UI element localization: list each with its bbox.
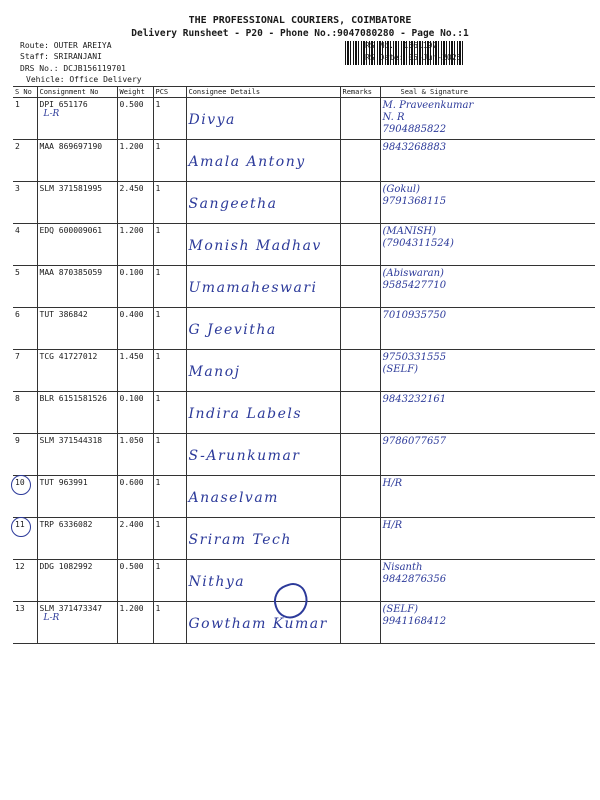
seal-line-3: 9843268883: [382, 142, 447, 153]
cell-sno: [13, 308, 37, 350]
cell-seal: [380, 476, 595, 518]
table-row: [13, 350, 595, 392]
cell-remarks: [340, 602, 380, 644]
consignment-text: SLM 371473347: [39, 604, 103, 613]
cell-pcs: 1: [153, 602, 186, 644]
cell-sno: [13, 476, 37, 518]
cell-pcs: 1: [153, 140, 186, 182]
circle-mark: [11, 475, 31, 495]
consignment-text: TRP 6336082: [39, 520, 93, 529]
consignment-text: SLM 371581995: [39, 184, 103, 193]
sno-text: 11: [15, 520, 25, 529]
cell-consignee: [186, 308, 340, 350]
consignee-name: S-Arunkumar: [188, 448, 301, 464]
cell-remarks: [340, 182, 380, 224]
cell-sno: [13, 266, 37, 308]
cell-seal: [380, 350, 595, 392]
cell-remarks: [340, 560, 380, 602]
seal-line-1: H/R: [382, 478, 403, 489]
sno-text: 9: [15, 436, 20, 445]
cell-seal: [380, 434, 595, 476]
cell-seal: [380, 98, 595, 140]
cell-weight: 0.500: [117, 560, 153, 602]
consignee-name: Sriram Tech: [188, 532, 292, 548]
cell-pcs: 1: [153, 392, 186, 434]
seal-line-2: (SELF): [382, 364, 419, 375]
seal-line-1: Nisanth: [382, 562, 423, 573]
consignee-name: Gowtham Kumar: [188, 616, 328, 632]
cell-pcs: 1: [153, 476, 186, 518]
cell-weight: 0.500: [117, 98, 153, 140]
table-row: [13, 434, 595, 476]
seal-line-1: 9750331555: [382, 352, 447, 363]
seal-line-2: N. R: [382, 112, 405, 123]
sno-text: 13: [15, 604, 25, 613]
cell-seal: [380, 602, 595, 644]
cell-remarks: [340, 308, 380, 350]
cell-consignment: [37, 476, 117, 518]
cell-consignment: [37, 392, 117, 434]
consignment-text: TCG 41727012: [39, 352, 98, 361]
cell-consignment: [37, 350, 117, 392]
cell-consignee: [186, 98, 340, 140]
circle-mark: [11, 517, 31, 537]
sno-text: 3: [15, 184, 20, 193]
cell-sno: [13, 560, 37, 602]
cell-consignment: [37, 518, 117, 560]
col-weight: Weight: [117, 87, 153, 98]
consignee-name: Umamaheswari: [188, 280, 318, 296]
seal-line-1: (MANISH): [382, 226, 437, 237]
cell-sno: [13, 392, 37, 434]
cell-pcs: 1: [153, 98, 186, 140]
cell-consignment: [37, 98, 117, 140]
cell-remarks: [340, 476, 380, 518]
cell-seal: [380, 140, 595, 182]
sno-text: 10: [15, 478, 25, 487]
table-row: [13, 518, 595, 560]
rs-date: RS Date: 05-Jun-2025: [365, 53, 462, 62]
cell-pcs: 1: [153, 308, 186, 350]
cell-sno: [13, 434, 37, 476]
cell-weight: 1.450: [117, 350, 153, 392]
drs-number: DRS No.: DCJB156119701: [20, 64, 126, 73]
cell-seal: [380, 392, 595, 434]
table-row: [13, 308, 595, 350]
table-row: [13, 140, 595, 182]
consignee-name: Indira Labels: [188, 406, 303, 422]
seal-line-2: (7904311524): [382, 238, 454, 249]
consignee-name: Monish Madhav: [188, 238, 322, 254]
col-pcs: PCS: [153, 87, 186, 98]
runsheet-table: [13, 86, 595, 644]
cell-weight: 0.600: [117, 476, 153, 518]
sno-text: 7: [15, 352, 20, 361]
consignment-text: SLM 371544318: [39, 436, 103, 445]
seal-line-2: 9941168412: [382, 616, 447, 627]
consignment-text: EDQ 600009061: [39, 226, 103, 235]
staff-text: Staff: SRIRANJANI: [20, 52, 102, 61]
cell-pcs: 1: [153, 518, 186, 560]
cell-seal: [380, 518, 595, 560]
cell-consignee: [186, 182, 340, 224]
handwritten-mark: L-R: [43, 613, 60, 623]
cell-remarks: [340, 266, 380, 308]
table-row: [13, 476, 595, 518]
consignee-name: Amala Antony: [188, 154, 306, 170]
cell-pcs: 1: [153, 266, 186, 308]
cell-weight: 0.400: [117, 308, 153, 350]
sno-text: 5: [15, 268, 20, 277]
col-consignee: Consignee Details: [186, 87, 340, 98]
cell-consignee: [186, 560, 340, 602]
table-row: [13, 392, 595, 434]
cell-seal: [380, 224, 595, 266]
table-row: [13, 266, 595, 308]
cell-weight: 0.100: [117, 392, 153, 434]
consignment-text: BLR 6151581526: [39, 394, 107, 403]
cell-consignee: [186, 518, 340, 560]
cell-sno: [13, 224, 37, 266]
rs-number: RS No.: 1561197: [365, 41, 438, 50]
col-sno: S No: [13, 87, 37, 98]
consignee-name: Manoj: [188, 364, 241, 380]
cell-consignment: [37, 560, 117, 602]
consignment-text: TUT 386842: [39, 310, 88, 319]
col-seal: Seal & Signature: [380, 87, 595, 98]
cell-consignment: [37, 602, 117, 644]
seal-line-3: 9791368115: [382, 196, 447, 207]
cell-consignee: [186, 266, 340, 308]
cell-pcs: 1: [153, 350, 186, 392]
seal-line-1: (Gokul): [382, 184, 421, 195]
cell-pcs: 1: [153, 560, 186, 602]
cell-consignment: [37, 434, 117, 476]
table-row: [13, 224, 595, 266]
consignee-name: Anaselvam: [188, 490, 279, 506]
cell-sno: [13, 182, 37, 224]
cell-sno: [13, 350, 37, 392]
cell-sno: [13, 98, 37, 140]
sno-text: 6: [15, 310, 20, 319]
cell-sno: [13, 602, 37, 644]
cell-remarks: [340, 392, 380, 434]
cell-consignment: [37, 224, 117, 266]
cell-remarks: [340, 518, 380, 560]
consignee-name: Divya: [188, 112, 236, 128]
seal-line-1: H/R: [382, 520, 403, 531]
vehicle-text: Vehicle: Office Delivery: [26, 75, 142, 84]
cell-weight: 0.100: [117, 266, 153, 308]
cell-sno: [13, 518, 37, 560]
consignee-name: G Jeevitha: [188, 322, 277, 338]
table-row: [13, 98, 595, 140]
cell-consignment: [37, 266, 117, 308]
seal-line-2: 9842876356: [382, 574, 447, 585]
cell-consignee: [186, 350, 340, 392]
cell-pcs: 1: [153, 182, 186, 224]
cell-consignee: [186, 140, 340, 182]
seal-line-1: 9843232161: [382, 394, 447, 405]
cell-pcs: 1: [153, 434, 186, 476]
consignment-text: DDG 1082992: [39, 562, 93, 571]
seal-line-3: 7904885822: [382, 124, 447, 135]
cell-remarks: [340, 350, 380, 392]
col-remarks: Remarks: [340, 87, 380, 98]
cell-remarks: [340, 140, 380, 182]
sno-text: 12: [15, 562, 25, 571]
cell-seal: [380, 560, 595, 602]
sno-text: 1: [15, 100, 20, 109]
cell-sno: [13, 140, 37, 182]
cell-consignee: [186, 392, 340, 434]
cell-consignee: [186, 602, 340, 644]
seal-line-2: 7010935750: [382, 310, 447, 321]
col-consignment: Consignment No: [37, 87, 117, 98]
consignment-text: MAA 869697190: [39, 142, 103, 151]
cell-consignee: [186, 434, 340, 476]
sno-text: 4: [15, 226, 20, 235]
sno-text: 2: [15, 142, 20, 151]
company-title: THE PROFESSIONAL COURIERS, COIMBATORE: [188, 15, 412, 26]
cell-remarks: [340, 434, 380, 476]
seal-line-2: 9585427710: [382, 280, 447, 291]
seal-line-1: (SELF): [382, 604, 419, 615]
consignment-text: MAA 870385059: [39, 268, 103, 277]
handwritten-mark: L-R: [43, 109, 60, 119]
cell-weight: 2.450: [117, 182, 153, 224]
cell-seal: [380, 266, 595, 308]
sno-text: 8: [15, 394, 20, 403]
consignee-name: Nithya: [188, 574, 246, 590]
consignment-text: TUT 963991: [39, 478, 88, 487]
seal-line-2: 9786077657: [382, 436, 447, 447]
cell-weight: 1.200: [117, 140, 153, 182]
route-text: Route: OUTER AREIYA: [20, 41, 112, 50]
consignment-text: DPI 651176: [39, 100, 88, 109]
cell-consignment: [37, 182, 117, 224]
cell-consignee: [186, 476, 340, 518]
cell-remarks: [340, 224, 380, 266]
consignee-name: Sangeetha: [188, 196, 278, 212]
cell-weight: 1.200: [117, 224, 153, 266]
cell-weight: 2.400: [117, 518, 153, 560]
cell-pcs: 1: [153, 224, 186, 266]
cell-remarks: [340, 98, 380, 140]
table-header-row: [13, 87, 595, 98]
cell-seal: [380, 308, 595, 350]
cell-consignee: [186, 224, 340, 266]
seal-line-1: M. Praveenkumar: [382, 100, 474, 111]
table-row: [13, 182, 595, 224]
cell-weight: 1.050: [117, 434, 153, 476]
cell-seal: [380, 182, 595, 224]
cell-consignment: [37, 308, 117, 350]
cell-weight: 1.200: [117, 602, 153, 644]
runsheet-subtitle: Delivery Runsheet - P20 - Phone No.:9047080280 - Page No.:1: [131, 28, 469, 39]
cell-consignment: [37, 140, 117, 182]
seal-line-1: (Abiswaran): [382, 268, 444, 279]
